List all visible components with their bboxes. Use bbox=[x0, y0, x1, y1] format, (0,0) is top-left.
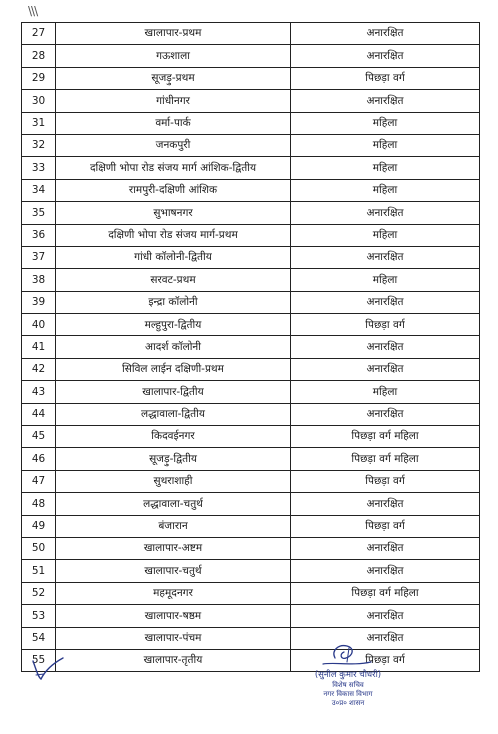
reservation-category-cell: अनारक्षित bbox=[291, 493, 480, 515]
ward-number-cell: 52 bbox=[22, 582, 56, 604]
ward-name-cell: सुभाषनगर bbox=[56, 202, 291, 224]
reservation-category-cell: महिला bbox=[291, 112, 480, 134]
ward-number-cell: 34 bbox=[22, 179, 56, 201]
ward-number-cell: 29 bbox=[22, 67, 56, 89]
reservation-category-cell: महिला bbox=[291, 224, 480, 246]
table-row bbox=[22, 537, 480, 559]
ward-name-cell: किदवईनगर bbox=[56, 426, 291, 448]
ward-number-cell: 32 bbox=[22, 134, 56, 156]
ward-name-cell: सूजड़ु-द्वितीय bbox=[56, 448, 291, 470]
reservation-category-cell: पिछड़ा वर्ग bbox=[291, 67, 480, 89]
reservation-category-cell: महिला bbox=[291, 157, 480, 179]
ward-name-cell: गऊशाला bbox=[56, 45, 291, 67]
handwritten-signature-icon bbox=[313, 640, 383, 670]
table-row bbox=[22, 426, 480, 448]
reservation-category-cell: अनारक्षित bbox=[291, 202, 480, 224]
reservation-category-cell: पिछड़ा वर्ग bbox=[291, 314, 480, 336]
ward-number-cell: 46 bbox=[22, 448, 56, 470]
table-row bbox=[22, 23, 480, 45]
reservation-category-cell: अनारक्षित bbox=[291, 291, 480, 313]
table-row bbox=[22, 224, 480, 246]
reservation-category-cell: महिला bbox=[291, 179, 480, 201]
ward-name-cell: खालापार-अष्टम bbox=[56, 537, 291, 559]
ward-number-cell: 48 bbox=[22, 493, 56, 515]
reservation-category-cell: महिला bbox=[291, 269, 480, 291]
ward-number-cell: 35 bbox=[22, 202, 56, 224]
ward-number-cell: 55 bbox=[22, 649, 56, 671]
signatory-designation: विशेष सचिव bbox=[332, 681, 364, 689]
reservation-category-cell: अनारक्षित bbox=[291, 246, 480, 268]
table-row bbox=[22, 134, 480, 156]
table-row bbox=[22, 202, 480, 224]
reservation-category-cell: पिछड़ा वर्ग महिला bbox=[291, 448, 480, 470]
ward-name-cell: सूजड़ु-प्रथम bbox=[56, 67, 291, 89]
ward-number-cell: 42 bbox=[22, 358, 56, 380]
reservation-category-cell: अनारक्षित bbox=[291, 90, 480, 112]
ward-number-cell: 30 bbox=[22, 90, 56, 112]
table-row bbox=[22, 515, 480, 537]
ward-name-cell: गांधीनगर bbox=[56, 90, 291, 112]
table-row bbox=[22, 179, 480, 201]
ward-number-cell: 33 bbox=[22, 157, 56, 179]
ward-name-cell: खालापार-द्वितीय bbox=[56, 381, 291, 403]
initials-scribble-icon bbox=[30, 655, 70, 683]
ward-name-cell: खालापार-प्रथम bbox=[56, 23, 291, 45]
ward-number-cell: 45 bbox=[22, 426, 56, 448]
ward-number-cell: 36 bbox=[22, 224, 56, 246]
reservation-category-cell: अनारक्षित bbox=[291, 45, 480, 67]
table-row bbox=[22, 493, 480, 515]
ward-number-cell: 54 bbox=[22, 627, 56, 649]
reservation-category-cell: महिला bbox=[291, 381, 480, 403]
table-row bbox=[22, 336, 480, 358]
table-row bbox=[22, 358, 480, 380]
ward-number-cell: 50 bbox=[22, 537, 56, 559]
ward-number-cell: 43 bbox=[22, 381, 56, 403]
ward-number-cell: 49 bbox=[22, 515, 56, 537]
ward-name-cell: गांधी कॉलोनी-द्वितीय bbox=[56, 246, 291, 268]
reservation-category-cell: पिछड़ा वर्ग bbox=[291, 470, 480, 492]
reservation-category-cell: अनारक्षित bbox=[291, 358, 480, 380]
table-row bbox=[22, 605, 480, 627]
table-body bbox=[22, 23, 480, 672]
ward-name-cell: जनकपुरी bbox=[56, 134, 291, 156]
table-row bbox=[22, 560, 480, 582]
ward-name-cell: खालापार-तृतीय bbox=[56, 649, 291, 671]
ward-number-cell: 53 bbox=[22, 605, 56, 627]
reservation-category-cell: अनारक्षित bbox=[291, 605, 480, 627]
reservation-category-cell: पिछड़ा वर्ग महिला bbox=[291, 582, 480, 604]
table-row bbox=[22, 90, 480, 112]
reservation-category-cell: पिछड़ा वर्ग महिला bbox=[291, 426, 480, 448]
table-row bbox=[22, 157, 480, 179]
ward-name-cell: सिविल लाईन दक्षिणी-प्रथम bbox=[56, 358, 291, 380]
reservation-category-cell: अनारक्षित bbox=[291, 627, 480, 649]
reservation-category-cell: अनारक्षित bbox=[291, 560, 480, 582]
table-row bbox=[22, 67, 480, 89]
table-row bbox=[22, 582, 480, 604]
table-row bbox=[22, 448, 480, 470]
ward-reservation-table bbox=[21, 22, 480, 672]
table-row bbox=[22, 291, 480, 313]
signature-block bbox=[283, 640, 413, 708]
ward-name-cell: बंजारान bbox=[56, 515, 291, 537]
ward-number-cell: 39 bbox=[22, 291, 56, 313]
signatory-name: (सुनील कुमार चौधरी) bbox=[314, 670, 382, 680]
reservation-category-cell: अनारक्षित bbox=[291, 537, 480, 559]
ward-name-cell: लद्धावाला-द्वितीय bbox=[56, 403, 291, 425]
ward-number-cell: 40 bbox=[22, 314, 56, 336]
ward-number-cell: 44 bbox=[22, 403, 56, 425]
reservation-category-cell: अनारक्षित bbox=[291, 336, 480, 358]
ward-name-cell: लद्धावाला-चतुर्थ bbox=[56, 493, 291, 515]
corner-mark: \\\ bbox=[28, 4, 38, 18]
ward-number-cell: 47 bbox=[22, 470, 56, 492]
table-row bbox=[22, 403, 480, 425]
ward-name-cell: मल्हुपुरा-द्वितीय bbox=[56, 314, 291, 336]
ward-name-cell: दक्षिणी भोपा रोड संजय मार्ग-प्रथम bbox=[56, 224, 291, 246]
reservation-category-cell: अनारक्षित bbox=[291, 23, 480, 45]
table-row bbox=[22, 112, 480, 134]
ward-number-cell: 51 bbox=[22, 560, 56, 582]
table-row bbox=[22, 45, 480, 67]
reservation-category-cell: अनारक्षित bbox=[291, 403, 480, 425]
reservation-category-cell: महिला bbox=[291, 134, 480, 156]
ward-name-cell: सरवट-प्रथम bbox=[56, 269, 291, 291]
ward-name-cell: रामपुरी-दक्षिणी आंशिक bbox=[56, 179, 291, 201]
signatory-department: नगर विकास विभाग bbox=[323, 690, 373, 698]
reservation-category-cell: पिछड़ा वर्ग bbox=[291, 515, 480, 537]
table-row bbox=[22, 470, 480, 492]
ward-name-cell: इन्द्रा कॉलोनी bbox=[56, 291, 291, 313]
ward-name-cell: खालापार-चतुर्थ bbox=[56, 560, 291, 582]
ward-name-cell: खालापार-पंचम bbox=[56, 627, 291, 649]
ward-name-cell: आदर्श कॉलोनी bbox=[56, 336, 291, 358]
signatory-government: उ०प्र० शासन bbox=[331, 699, 365, 707]
ward-name-cell: दक्षिणी भोपा रोड संजय मार्ग आंशिक-द्वितीय bbox=[56, 157, 291, 179]
ward-name-cell: सुथराशाही bbox=[56, 470, 291, 492]
ward-number-cell: 27 bbox=[22, 23, 56, 45]
ward-name-cell: महमूदनगर bbox=[56, 582, 291, 604]
ward-number-cell: 41 bbox=[22, 336, 56, 358]
table-row bbox=[22, 314, 480, 336]
table-row bbox=[22, 269, 480, 291]
ward-name-cell: खालापार-षष्ठम bbox=[56, 605, 291, 627]
table-row bbox=[22, 246, 480, 268]
reservation-category-cell: पिछड़ा वर्ग bbox=[291, 649, 480, 671]
ward-name-cell: वर्मा-पार्क bbox=[56, 112, 291, 134]
ward-number-cell: 37 bbox=[22, 246, 56, 268]
ward-number-cell: 28 bbox=[22, 45, 56, 67]
ward-number-cell: 38 bbox=[22, 269, 56, 291]
ward-number-cell: 31 bbox=[22, 112, 56, 134]
table-row bbox=[22, 381, 480, 403]
